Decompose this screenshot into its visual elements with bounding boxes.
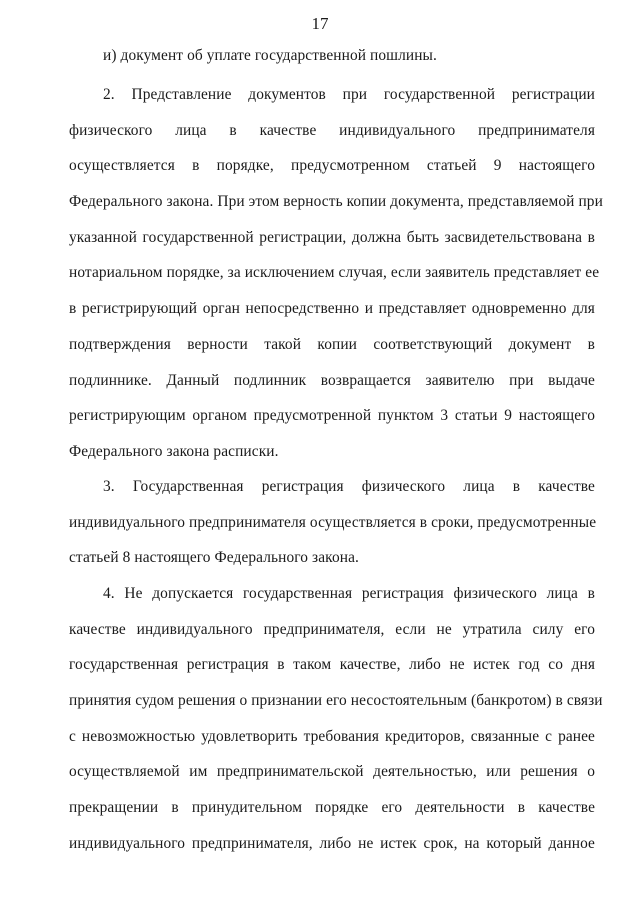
paragraph-line: прекращении в принудительном порядке его деятельности в качестве bbox=[69, 799, 595, 817]
paragraph-line: регистрирующим органом предусмотренной пунктом 3 статьи 9 настоящего bbox=[69, 407, 595, 425]
paragraph-line: принятия судом решения о признании его несостоятельным (банкротом) в связи bbox=[69, 692, 603, 710]
paragraph-line: Федерального закона. При этом верность копии документа, представляемой при bbox=[69, 193, 603, 211]
paragraph-line: нотариальном порядке, за исключением случая, если заявитель представляет ее bbox=[69, 264, 600, 282]
paragraph-line: осуществляется в порядке, предусмотренном статьей 9 настоящего bbox=[69, 157, 595, 175]
paragraph-1 bbox=[69, 38, 595, 74]
paragraph-line: подлиннике. Данный подлинник возвращается заявителю при выдаче bbox=[69, 371, 595, 389]
paragraph-line: статьей 8 настоящего Федерального закона. bbox=[69, 549, 359, 567]
paragraph-line: и) документ об уплате государственной пошлины. bbox=[103, 47, 437, 64]
paragraph-line: Федерального закона расписки. bbox=[69, 442, 279, 460]
paragraph-line: указанной государственной регистрации, должна быть засвидетельствована в bbox=[69, 228, 595, 246]
paragraph-line: государственная регистрация в таком качестве, либо не истек год со дня bbox=[69, 656, 595, 674]
paragraph-line: осуществляемой им предпринимательской деятельностью, или решения о bbox=[69, 763, 595, 781]
paragraph-2 bbox=[69, 77, 603, 470]
paragraph-line: индивидуального предпринимателя, либо не истек срок, на который данное bbox=[69, 834, 595, 852]
paragraph-line: в регистрирующий орган непосредственно и представляет одновременно для bbox=[69, 300, 595, 318]
paragraph-4 bbox=[69, 576, 603, 862]
paragraph-line: индивидуального предпринимателя осуществляется в сроки, предусмотренные bbox=[69, 513, 597, 531]
paragraph-line: физического лица в качестве индивидуального предпринимателя bbox=[69, 121, 595, 139]
paragraph-line: 2. Представление документов при государственной регистрации bbox=[103, 86, 595, 103]
paragraph-line: подтверждения верности такой копии соответствующий документ в bbox=[69, 335, 595, 353]
paragraph-line: с невозможностью удовлетворить требования кредиторов, связанные с ранее bbox=[69, 727, 595, 745]
paragraph-line: 3. Государственная регистрация физического лица в качестве bbox=[103, 478, 595, 495]
paragraph-3 bbox=[69, 469, 595, 576]
paragraph-line: качестве индивидуального предпринимателя, если не утратила силу его bbox=[69, 620, 595, 638]
paragraph-line: 4. Не допускается государственная регистрация физического лица в bbox=[103, 585, 595, 602]
page-number: 17 bbox=[311, 14, 329, 33]
